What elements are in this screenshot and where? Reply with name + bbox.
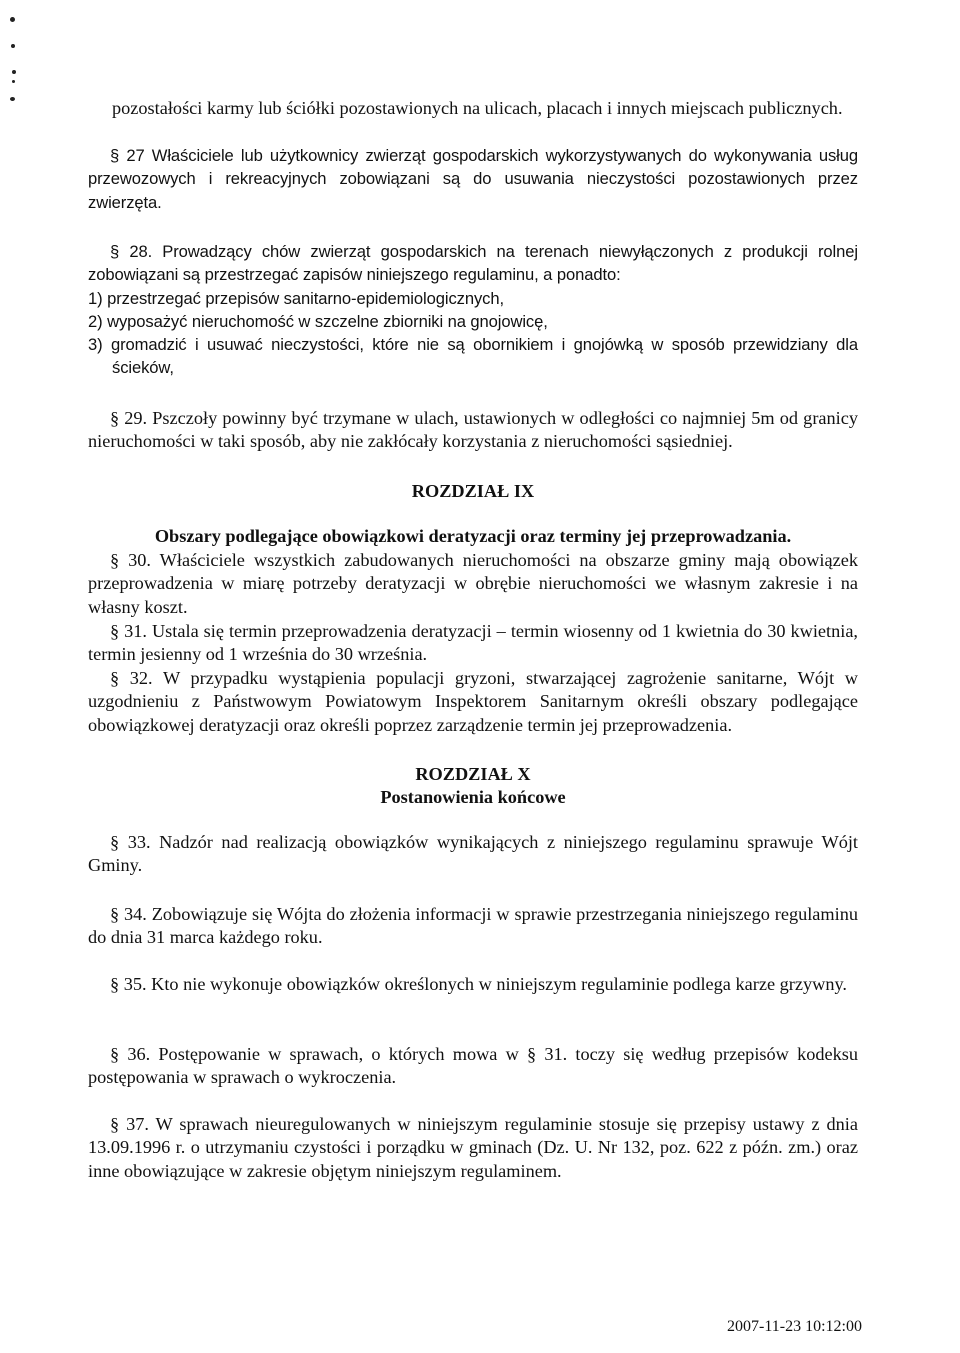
print-timestamp: 2007-11-23 10:12:00 bbox=[727, 1318, 862, 1335]
chapter-9-subtitle: Obszary podlegające obowiązkowi deratyzacji oraz terminy jej przeprowadzania. bbox=[154, 526, 792, 546]
scan-speck bbox=[10, 97, 15, 101]
scan-speck bbox=[12, 70, 16, 74]
paragraph-33: § 33. Nadzór nad realizacją obowiązków wynikających z niniejszego regulaminu sprawuje Wójt Gminy. bbox=[88, 832, 858, 876]
chapter-9-title: ROZDZIAŁ IX bbox=[411, 481, 535, 501]
paragraph-34: § 34. Zobowiązuje się Wójta do złożenia informacji w sprawie przestrzegania niniejszego regulaminu do dnia 31 marca każdego roku. bbox=[88, 904, 858, 948]
paragraph-28: § 28. Prowadzący chów zwierząt gospodarskich na terenach niewyłączonych z produkcji rolnej zobowiązani są przestrzegać zapisów niniejszego regulaminu, a ponadto: bbox=[88, 242, 858, 285]
paragraph-31: § 31. Ustala się termin przeprowadzenia deratyzacji – termin wiosenny od 1 kwietnia do 30 kwietnia, termin jesienny od 1 września do 30 września. bbox=[88, 621, 858, 665]
paragraph-35: § 35. Kto nie wykonuje obowiązków określonych w niniejszym regulaminie podlega karze grzywny. bbox=[110, 974, 847, 994]
chapter-10-subtitle: Postanowienia końcowe bbox=[380, 787, 566, 807]
list-item: 3) gromadzić i usuwać nieczystości, które nie są obornikiem i gnojówką w sposób przewidziany dla ścieków, bbox=[88, 335, 858, 378]
paragraph-32: § 32. W przypadku wystąpienia populacji gryzoni, stwarzającej zagrożenie sanitarne, Wójt w uzgodnieniu z Państwowym Powiatowym Inspektorem Sanitarnym określi obszary podlegające obowiązkowej deratyzacji oraz określi poprzez zarządzenie termin jej przeprowadzenia. bbox=[88, 668, 858, 735]
list-item: 1) przestrzegać przepisów sanitarno-epidemiologicznych, bbox=[88, 288, 504, 308]
paragraph-36: § 36. Postępowanie w sprawach, o których mowa w § 31. toczy się według przepisów kodeksu postępowania w sprawach o wykroczenia. bbox=[88, 1044, 858, 1088]
scan-speck bbox=[12, 80, 15, 83]
section-28 bbox=[88, 240, 858, 380]
paragraph-37: § 37. W sprawach nieuregulowanych w niniejszym regulaminie stosuje się przepisy ustawy z dnia 13.09.1996 r. o utrzymaniu czystości i porządku w gminach (Dz. U. Nr 132, poz. 622 z późn. zm.) oraz inne obowiązujące w zakresie objętym niniejszym regulaminem. bbox=[88, 1114, 858, 1181]
list-28 bbox=[88, 287, 858, 380]
list-item: 2) wyposażyć nieruchomość w szczelne zbiorniki na gnojowicę, bbox=[88, 311, 548, 331]
scan-speck bbox=[11, 44, 15, 48]
scan-speck bbox=[10, 17, 15, 22]
paragraph-29: § 29. Pszczoły powinny być trzymane w ulach, ustawionych w odległości co najmniej 5m od granicy nieruchomości w taki sposób, aby nie zakłócały korzystania z nieruchomości sąsiedniej. bbox=[88, 408, 858, 452]
paragraph-continuation: pozostałości karmy lub ściółki pozostawionych na ulicach, placach i innych miejscach publicznych. bbox=[112, 98, 843, 118]
paragraph-30: § 30. Właściciele wszystkich zabudowanych nieruchomości na obszarze gminy mają obowiązek przeprowadzenia w miarę potrzeby deratyzacji w obrębie nieruchomości we własnym zakresie i na własny koszt. bbox=[88, 550, 858, 617]
chapter-10-title: ROZDZIAŁ X bbox=[415, 764, 531, 784]
paragraph-27: § 27 Właściciele lub użytkownicy zwierząt gospodarskich wykorzystywanych do wykonywania usług przewozowych i rekreacyjnych zobowiązani są do usuwania nieczystości pozostawionych przez zwierzęta. bbox=[88, 146, 858, 212]
